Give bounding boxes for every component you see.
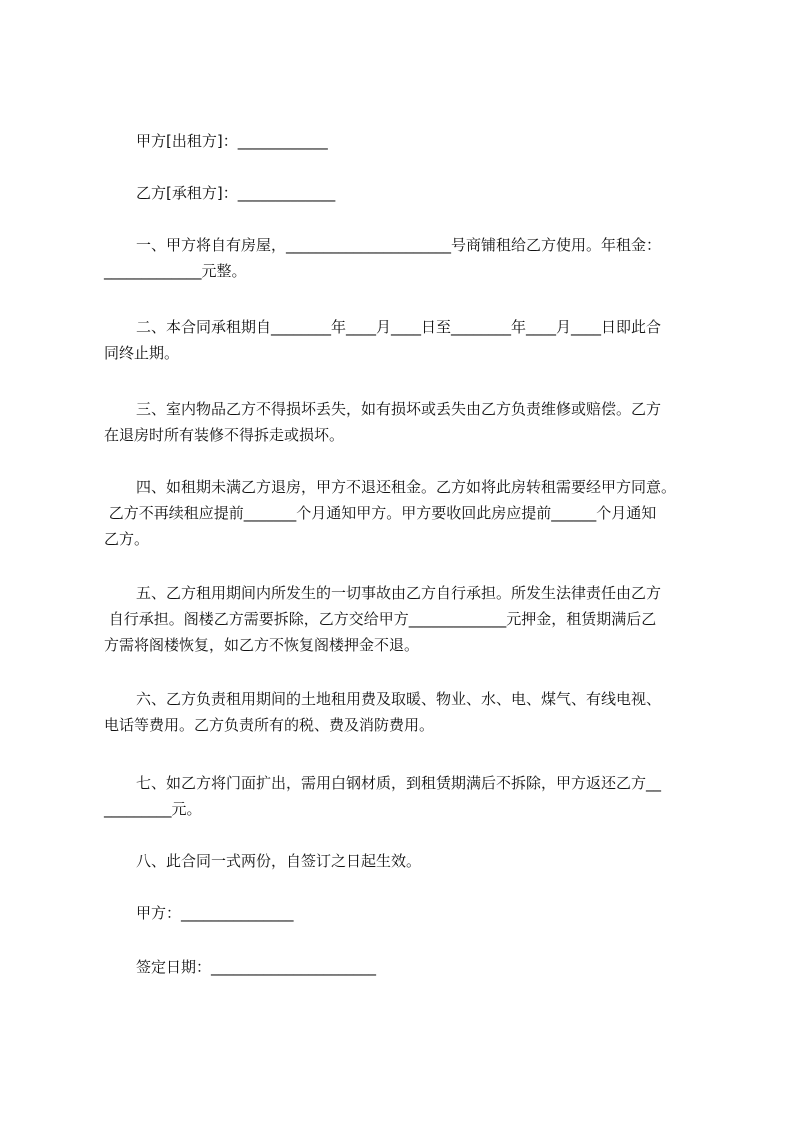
sign-date-text: 签定日期：______________________ [136, 958, 377, 976]
clause-4-line-2: 乙方不再续租应提前_______个月通知甲方。甲方要收回此房应提前______个月通知 [104, 504, 657, 522]
clause-8-text: 八、此合同一式两份，自签订之日起生效。 [136, 852, 422, 870]
clause-1-line-1: 一、甲方将自有房屋，______________________号商铺租给乙方使用。年租金： [136, 236, 662, 254]
clause-4-line-3: 乙方。 [104, 530, 150, 548]
clause-3 [104, 396, 704, 448]
clause-5-line-3: 方需将阁楼恢复，如乙方不恢复阁楼押金不退。 [104, 636, 420, 654]
sign-party-a-text: 甲方：_______________ [136, 904, 294, 922]
clause-7-line-2: _________元。 [104, 800, 202, 818]
sign-party-a [104, 900, 704, 926]
party-b-text: 乙方[承租方]：_____________ [136, 184, 336, 202]
clause-3-line-1: 三、室内物品乙方不得损坏丢失，如有损坏或丢失由乙方负责维修或赔偿。乙方 [136, 400, 662, 418]
clause-5 [104, 580, 704, 658]
clause-5-line-1: 五、乙方租用期间内所发生的一切事故由乙方自行承担。所发生法律责任由乙方 [136, 584, 662, 602]
clause-5-line-2: 自行承担。阁楼乙方需要拆除，乙方交给甲方_____________元押金，租赁期满后乙 [104, 610, 657, 628]
party-a-text: 甲方[出租方]：____________ [136, 132, 328, 150]
party-b-line [104, 180, 704, 206]
sign-date [104, 954, 704, 980]
clause-6-line-1: 六、乙方负责租用期间的土地租用费及取暖、物业、水、电、煤气、有线电视、 [136, 690, 662, 708]
clause-6-line-2: 电话等费用。乙方负责所有的税、费及消防费用。 [104, 716, 435, 734]
clause-7 [104, 770, 704, 822]
clause-1 [104, 232, 704, 284]
clause-6 [104, 686, 704, 738]
party-a-line [104, 128, 704, 154]
clause-2-line-1: 二、本合同承租期自________年____月____日至________年____月____日即此合 [136, 318, 662, 336]
clause-4-line-1: 四、如租期未满乙方退房，甲方不退还租金。乙方如将此房转租需要经甲方同意。 [136, 478, 677, 496]
clause-8 [104, 848, 704, 874]
clause-2-line-2: 同终止期。 [104, 344, 180, 362]
clause-2 [104, 314, 704, 366]
clause-1-line-2: _____________元整。 [104, 262, 247, 280]
clause-7-line-1: 七、如乙方将门面扩出，需用白钢材质，到租赁期满后不拆除，甲方返还乙方__ [136, 774, 662, 792]
clause-3-line-2: 在退房时所有装修不得拆走或损坏。 [104, 426, 345, 444]
clause-4 [104, 474, 704, 552]
